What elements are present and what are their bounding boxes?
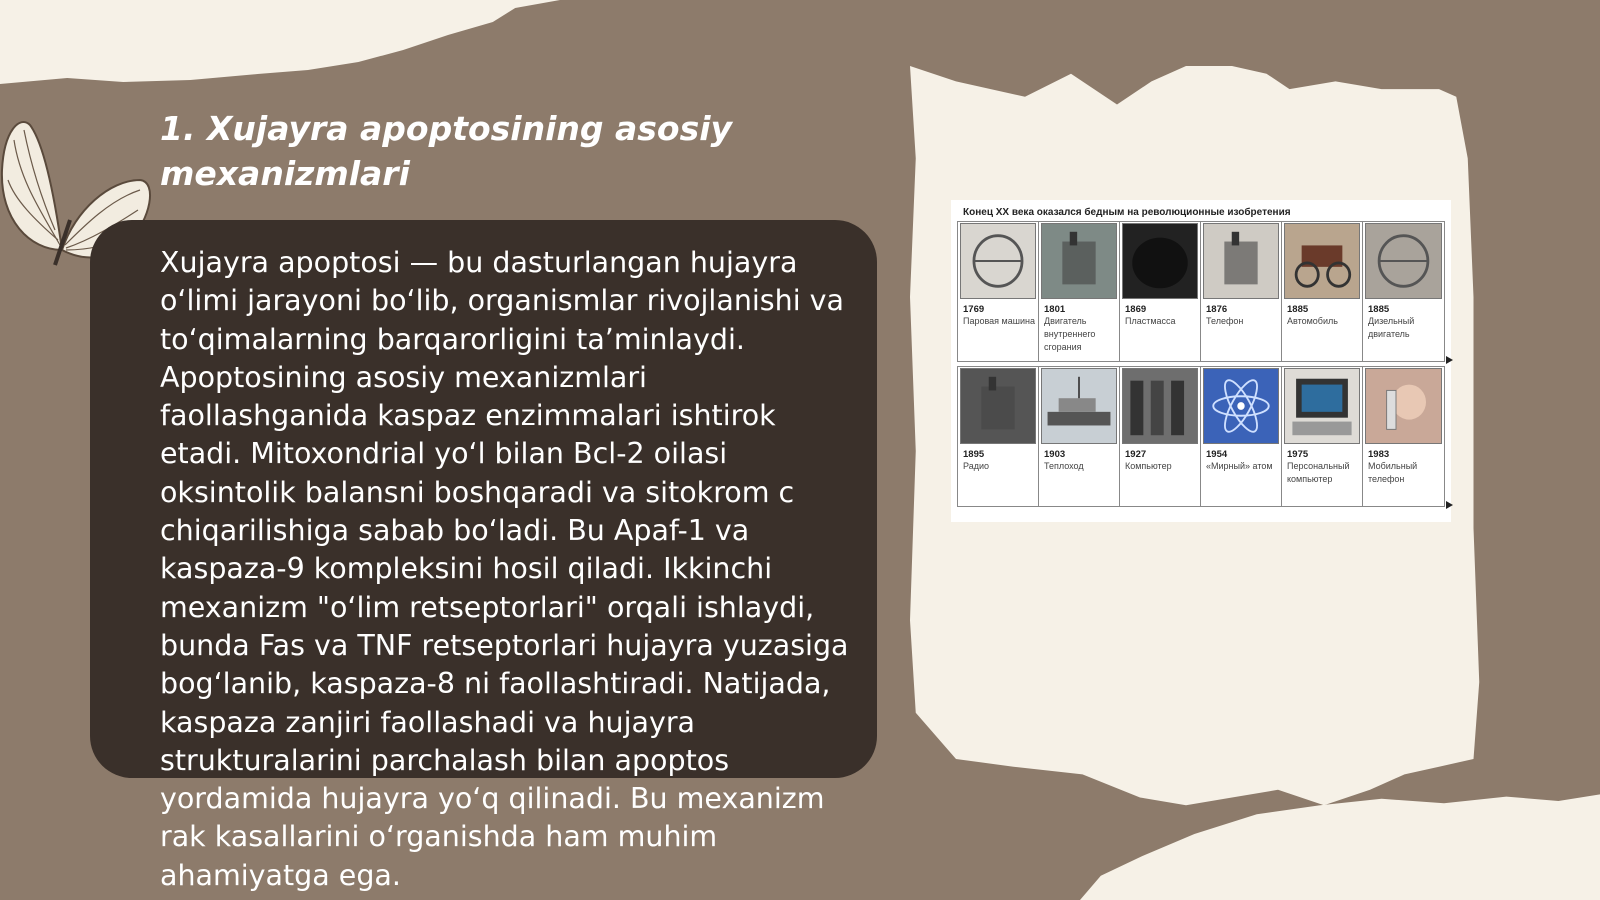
telephone-icon <box>1203 223 1279 299</box>
timeline-cell-telephone <box>1201 222 1282 361</box>
plastic-icon <box>1122 223 1198 299</box>
automobile-icon <box>1284 223 1360 299</box>
timeline-cell-computer <box>1120 367 1201 506</box>
motor-ship-icon <box>1041 368 1117 444</box>
timeline-cell-motor-ship <box>1039 367 1120 506</box>
timeline-year: 1876 <box>1206 304 1228 315</box>
combustion-engine-icon <box>1041 223 1117 299</box>
timeline-cell-atom <box>1201 367 1282 506</box>
timeline-heading: Конец XX века оказался бедным на революционные изобретения <box>963 207 1291 218</box>
diesel-engine-icon <box>1365 223 1442 299</box>
slide-body-text: Xujayra apoptosi — bu dasturlangan hujayra oʻlimi jarayoni boʻlib, organismlar rivojlanishi va toʻqimalarning barqarorligini taʼminlaydi. Apoptosining asosiy mexanizmlari faollashganida kaspaz enzimmalari ishtirok etadi. Mitoxondrial yoʻl bilan Bcl-2 oilasi oksintolik balansni boshqaradi va sitokrom c chiqarilishiga sabab boʻladi. Bu Apaf-1 va kaspaza-9 kompleksini hosil qiladi. Ikkinchi mexanizm "oʻlim retseptorlari" orqali ishlaydi, bunda Fas va TNF retseptorlari hujayra yuzasiga bogʻlanib, kaspaza-8 ni faollashtiradi. Natijada, kaspaza zanjiri faollashadi va hujayra strukturalarini parchalash bilan apoptos yordamida hujayra yoʻq qilinadi. Bu mexanizm rak kasallarini oʻrganishda ham muhim ahamiyatga ega. <box>160 246 849 892</box>
timeline-label: Телефон <box>1206 316 1244 326</box>
timeline-label: Теплоход <box>1044 461 1084 471</box>
timeline-label: Мобильный телефон <box>1368 461 1418 484</box>
timeline-year: 1983 <box>1368 449 1390 460</box>
atom-icon <box>1203 368 1279 444</box>
radio-icon <box>960 368 1036 444</box>
timeline-year: 1885 <box>1287 304 1309 315</box>
timeline-label: Персональный компьютер <box>1287 461 1350 484</box>
torn-paper-top <box>0 0 560 100</box>
timeline-year: 1954 <box>1206 449 1228 460</box>
timeline-row <box>957 221 1445 362</box>
inventions-timeline-image <box>951 200 1451 522</box>
timeline-label: Пластмасса <box>1125 316 1176 326</box>
timeline-label: Паровая машина <box>963 316 1035 326</box>
timeline-cell-radio <box>958 367 1039 506</box>
slide-title: 1. Xujayra apoptosining asosiy mexanizmlari <box>160 109 733 193</box>
personal-computer-icon <box>1284 368 1360 444</box>
timeline-cell-combustion-engine <box>1039 222 1120 361</box>
timeline-year: 1895 <box>963 449 985 460</box>
timeline-label: Двигатель внутреннего сгорания <box>1044 316 1096 352</box>
timeline-label: Дизельный двигатель <box>1368 316 1415 339</box>
timeline-year: 1801 <box>1044 304 1066 315</box>
timeline-label: Автомобиль <box>1287 316 1338 326</box>
mobile-phone-icon <box>1365 368 1442 444</box>
timeline-year: 1903 <box>1044 449 1066 460</box>
timeline-cell-plastic <box>1120 222 1201 361</box>
timeline-year: 1769 <box>963 304 985 315</box>
timeline-cell-diesel-engine <box>1363 222 1444 361</box>
timeline-cell-personal-computer <box>1282 367 1363 506</box>
computer-icon <box>1122 368 1198 444</box>
timeline-cell-steam-engine <box>958 222 1039 361</box>
timeline-label: Компьютер <box>1125 461 1172 471</box>
timeline-row <box>957 366 1445 507</box>
torn-paper-bottom <box>1080 790 1600 900</box>
timeline-year: 1869 <box>1125 304 1147 315</box>
timeline-label: Радио <box>963 461 989 471</box>
timeline-cell-mobile-phone <box>1363 367 1444 506</box>
steam-engine-icon <box>960 223 1036 299</box>
timeline-year: 1927 <box>1125 449 1147 460</box>
timeline-label: «Мирный» атом <box>1206 461 1273 471</box>
timeline-year: 1975 <box>1287 449 1309 460</box>
timeline-year: 1885 <box>1368 304 1390 315</box>
timeline-cell-automobile <box>1282 222 1363 361</box>
